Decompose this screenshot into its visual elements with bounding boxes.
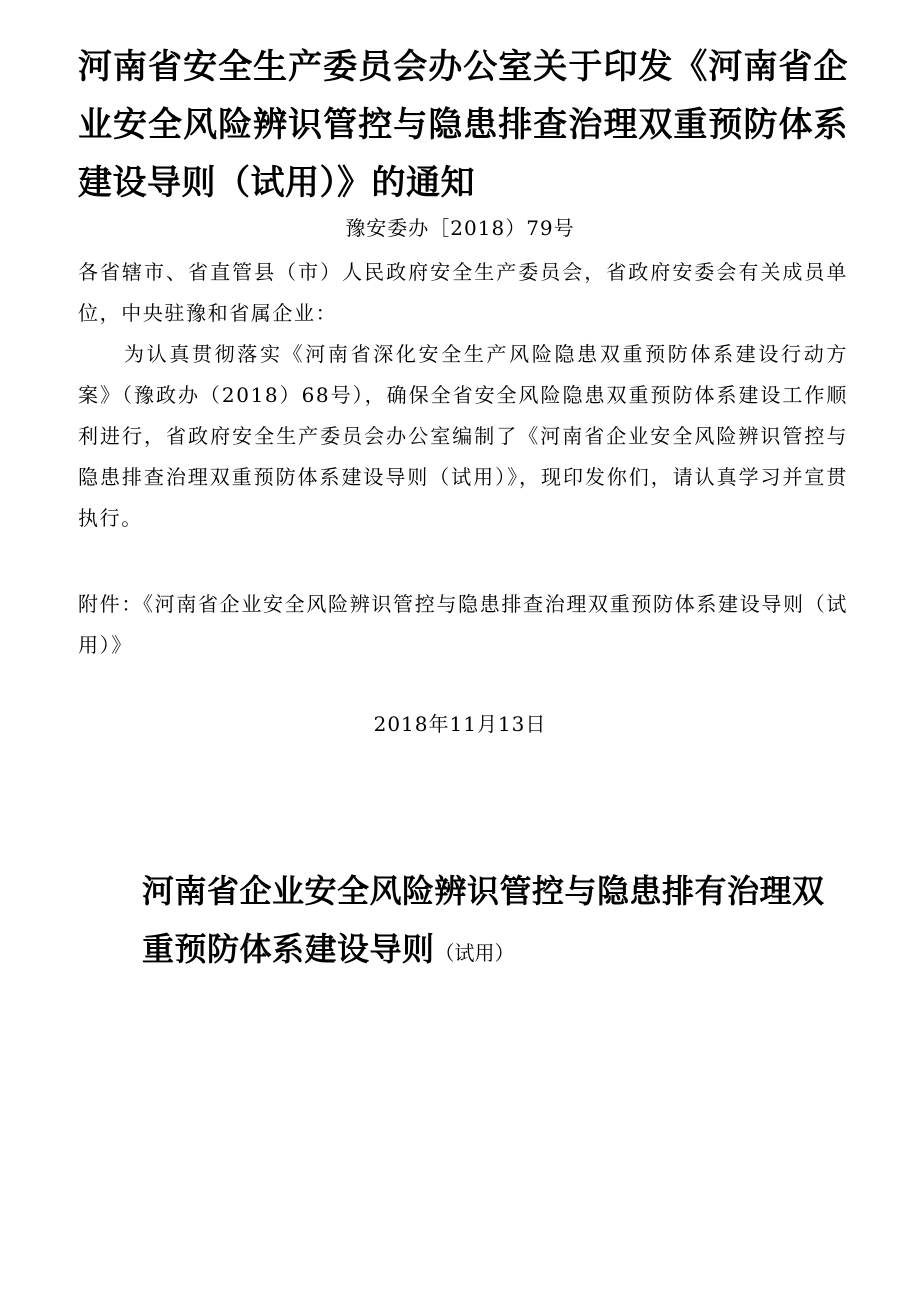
- attachment-line: 附件：《河南省企业安全风险辨识管控与隐患排查治理双重预防体系建设导则（试用）》: [78, 592, 848, 657]
- notice-title: 河南省安全生产委员会办公室关于印发《河南省企业安全风险辨识管控与隐患排查治理双重预防体系建设导则（试用）》的通知: [78, 47, 848, 203]
- guide-title: [142, 862, 842, 982]
- document-number: 豫安委办［2018）79号: [345, 216, 575, 240]
- guide-title-main: 河南省企业安全风险辨识管控与隐患排有治理双重预防体系建设导则: [142, 872, 825, 968]
- notice-paragraph: 为认真贯彻落实《河南省深化安全生产风险隐患双重预防体系建设行动方案》（豫政办（2018）68号），确保全省安全风险隐患双重预防体系建设工作顺利进行，省政府安全生产委员会办公室编制了《河南省企业安全风险辨识管控与隐患排查治理双重预防体系建设导则（试用）》，现印发你们，请认真学习并宣贯执行。: [78, 342, 848, 530]
- recipients: 各省辖市、省直管县（市）人民政府安全生产委员会，省政府安委会有关成员单位，中央驻豫和省属企业：: [78, 260, 848, 325]
- guide-title-note: （试用）: [434, 941, 515, 965]
- issue-date: 2018年11月13日: [373, 712, 547, 736]
